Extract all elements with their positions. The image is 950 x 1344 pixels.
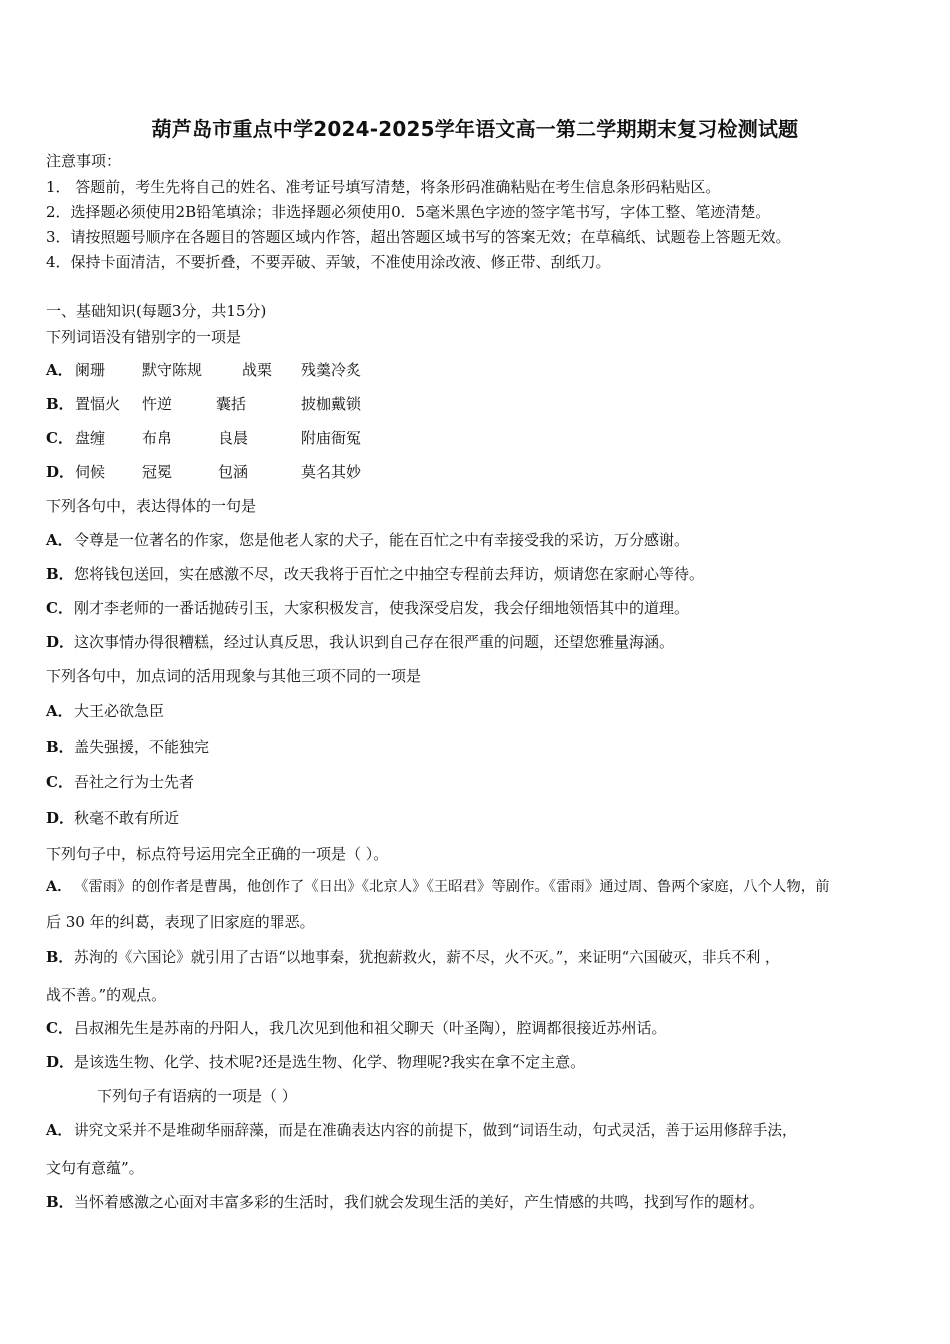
option-word: 布帛	[142, 429, 173, 447]
question-2-option-d	[46, 632, 674, 652]
option-text-line1: 《雷雨》的创作者是曹禺，他创作了《日出》《北京人》《王昭君》等剧作。《雷雨》通过周、鲁两个家庭，八个人物，前	[74, 879, 830, 895]
option-word: 盘缠	[75, 429, 106, 447]
option-text: 大王必欲急臣	[74, 702, 165, 720]
notice-item-2: 2．选择题必须使用2B铅笔填涂；非选择题必须使用0．5毫米黑色字迹的签字笔书写，字体工整、笔迹清楚。	[46, 203, 771, 221]
option-text: 是该选生物、化学、技术呢?还是选生物、化学、物理呢?我实在拿不定主意。	[74, 1053, 586, 1071]
question-2-option-b	[46, 564, 704, 584]
option-word: 囊括	[216, 395, 247, 413]
option-text: 秋毫不敢有所近	[74, 809, 180, 827]
option-text: 当怀着感激之心面对丰富多彩的生活时，我们就会发现生活的美好，产生情感的共鸣，找到写作的题材。	[74, 1193, 765, 1211]
question-4-option-b	[46, 948, 780, 968]
option-letter: D．	[46, 463, 75, 481]
question-1-option-a	[46, 360, 406, 380]
question-3-option-d	[46, 808, 179, 828]
option-letter: A．	[46, 361, 73, 379]
notice-heading: 注意事项：	[46, 152, 122, 170]
option-letter: B．	[46, 949, 73, 966]
question-3-option-b	[46, 737, 209, 757]
question-4-stem: 下列句子中，标点符号运用完全正确的一项是（ ）。	[46, 845, 389, 863]
notice-item-4: 4．保持卡面清洁，不要折叠，不要弄破、弄皱，不准使用涂改液、修正带、刮纸刀。	[46, 253, 611, 271]
option-letter: B．	[46, 395, 74, 413]
option-letter: A．	[46, 702, 73, 720]
option-letter: C．	[46, 773, 73, 791]
option-letter: B．	[46, 738, 74, 756]
option-word: 附庙衙冤	[301, 429, 362, 447]
question-3-option-a	[46, 701, 164, 721]
option-letter: A．	[46, 1122, 72, 1139]
question-1-option-b	[46, 394, 406, 414]
question-4-option-c	[46, 1018, 667, 1038]
question-1-option-c	[46, 428, 406, 448]
question-4-option-b-cont: 战不善。”的观点。	[46, 986, 167, 1004]
option-text: 您将钱包送回，实在感激不尽，改天我将于百忙之中抽空专程前去拜访，烦请您在家耐心等待。	[74, 565, 705, 583]
option-text-line1: 讲究文采并不是堆砌华丽辞藻，而是在准确表达内容的前提下，做到“词语生动，句式灵活，善于运用修辞手法，	[74, 1122, 797, 1139]
question-2-option-a	[46, 530, 689, 550]
option-text: 这次事情办得很糟糕，经过认真反思，我认识到自己存在很严重的问题，还望您雅量海涵。	[74, 633, 675, 651]
option-word: 残羹冷炙	[301, 361, 362, 379]
question-5-option-a	[46, 1121, 797, 1141]
option-text: 吾社之行为士先者	[74, 773, 195, 791]
option-word: 披枷戴锁	[301, 395, 362, 413]
option-word: 战栗	[242, 361, 273, 379]
option-letter: D．	[46, 1053, 75, 1071]
option-letter: C．	[46, 1019, 73, 1037]
question-5-option-a-cont: 文句有意蕴”。	[46, 1159, 144, 1177]
option-letter: B．	[46, 565, 74, 583]
question-1-option-d	[46, 462, 406, 482]
option-word: 置愊火	[75, 395, 121, 413]
option-word: 冠冕	[142, 463, 173, 481]
question-3-stem: 下列各句中，加点词的活用现象与其他三项不同的一项是	[46, 667, 422, 685]
option-word: 良晨	[218, 429, 249, 447]
question-3-option-c	[46, 772, 194, 792]
option-letter: D．	[46, 633, 75, 651]
notice-item-1: 1． 答题前，考生先将自己的姓名、准考证号填写清楚，将条形码准确粘贴在考生信息条形码粘贴区。	[46, 178, 721, 196]
option-letter: D．	[46, 809, 75, 827]
option-word: 伺候	[75, 463, 106, 481]
option-letter: C．	[46, 599, 73, 617]
exam-title: 葫芦岛市重点中学2024-2025学年语文高一第二学期期末复习检测试题	[151, 117, 799, 141]
question-2-option-c	[46, 598, 689, 618]
option-text: 令尊是一位著名的作家，您是他老人家的犬子，能在百忙之中有幸接受我的采访，万分感谢。	[74, 531, 690, 549]
option-letter: A．	[46, 531, 73, 549]
question-2-stem: 下列各句中，表达得体的一句是	[46, 497, 257, 515]
notice-item-3: 3．请按照题号顺序在各题目的答题区域内作答，超出答题区域书写的答案无效；在草稿纸、试题卷上答题无效。	[46, 228, 791, 246]
option-word: 忤逆	[142, 395, 173, 413]
question-4-option-a	[46, 877, 830, 897]
option-text: 盖失强援，不能独完	[74, 738, 210, 756]
option-word: 阑珊	[75, 361, 106, 379]
option-text: 吕叔湘先生是苏南的丹阳人，我几次见到他和祖父聊天（叶圣陶），腔调都很接近苏州话。	[74, 1019, 667, 1037]
section-heading: 一、基础知识(每题3分，共15分)	[46, 302, 267, 320]
option-letter: C．	[46, 429, 73, 447]
question-5-option-b	[46, 1192, 764, 1212]
question-4-option-d	[46, 1052, 585, 1072]
option-word: 默守陈规	[142, 361, 203, 379]
option-word: 包涵	[218, 463, 249, 481]
question-4-option-a-cont: 后 30 年的纠葛，表现了旧家庭的罪恶。	[46, 913, 315, 931]
option-letter: B．	[46, 1193, 74, 1211]
option-text: 刚才李老师的一番话抛砖引玉，大家积极发言，使我深受启发，我会仔细地领悟其中的道理。	[74, 599, 690, 617]
option-letter: A．	[46, 878, 72, 895]
question-5-stem: 下列句子有语病的一项是（ ）	[97, 1087, 297, 1105]
question-1-stem: 下列词语没有错别字的一项是	[46, 328, 242, 346]
option-text-line1: 苏洵的《六国论》就引用了古语“以地事秦，犹抱薪救火，薪不尽，火不灭。”，来证明“六国破灭，非兵不利 ，	[74, 949, 780, 966]
option-word: 莫名其妙	[301, 463, 362, 481]
